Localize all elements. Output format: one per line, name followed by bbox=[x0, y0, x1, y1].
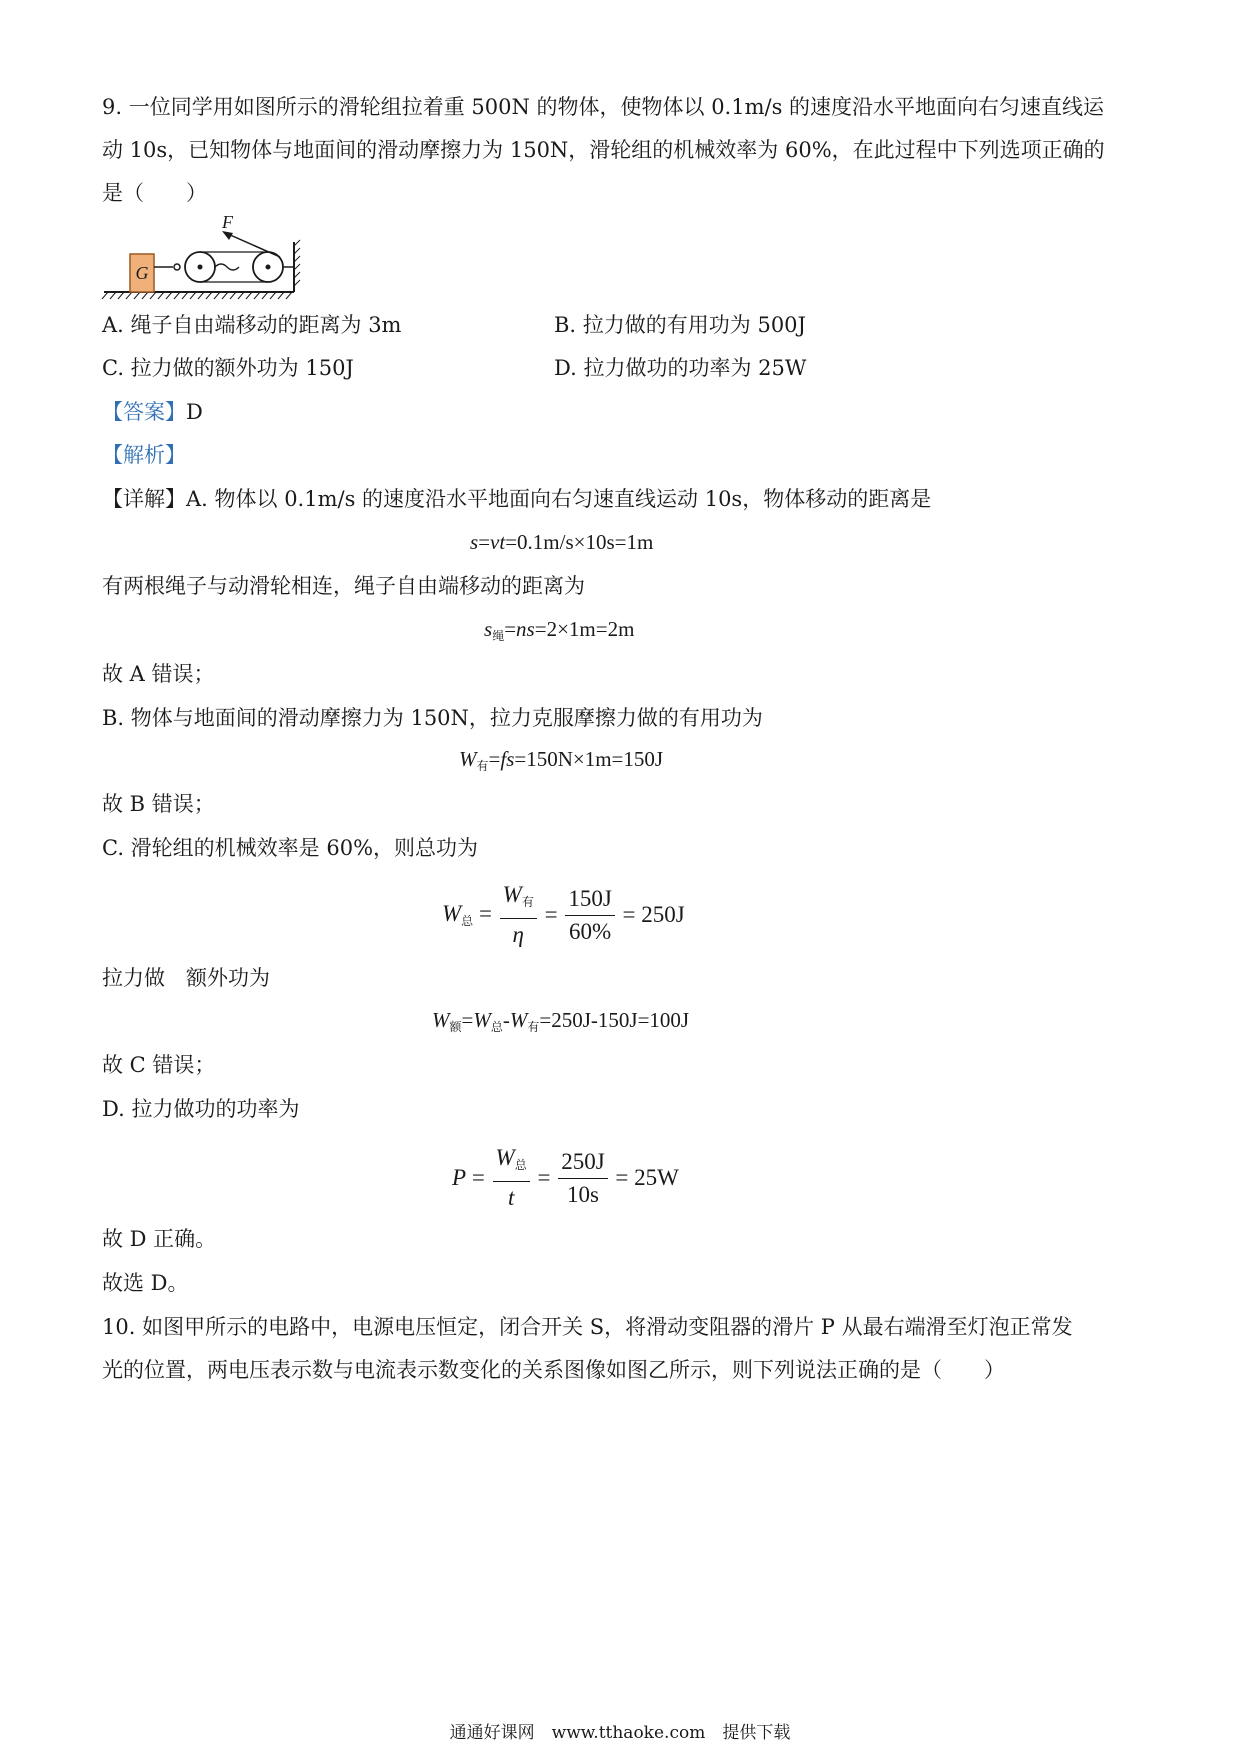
eq6-den-t: t bbox=[507, 1185, 515, 1210]
eq4-num-w: W bbox=[502, 882, 522, 907]
equation-rope-distance bbox=[484, 617, 634, 644]
eq6-frac-2 bbox=[558, 1147, 607, 1210]
eq6-frac-1 bbox=[493, 1143, 530, 1213]
eq4-frac-1 bbox=[500, 880, 537, 950]
equation-useful-work bbox=[459, 747, 663, 774]
analysis-tag: 【解析】 bbox=[102, 443, 186, 467]
option-d: D. 拉力做功的功率为 25W bbox=[554, 356, 807, 380]
pulley-diagram bbox=[100, 212, 310, 302]
detail-a-line bbox=[102, 484, 931, 514]
q10-line-2: 光的位置，两电压表示数与电流表示数变化的关系图像如图乙所示，则下列说法正确的是（ ） bbox=[102, 1358, 1005, 1382]
text-c2: 拉力做 额外功为 bbox=[102, 966, 270, 990]
eq5-sub-useful: 有 bbox=[527, 1020, 540, 1034]
q9-line-2: 动 10s，已知物体与地面间的滑动摩擦力为 150N，滑轮组的机械效率为 60%，在此过程中下列选项正确的 bbox=[102, 138, 1105, 162]
eq1-rest: =0.1m/s×10s=1m bbox=[505, 530, 654, 554]
eq3-sub: 有 bbox=[476, 759, 489, 773]
q9-line-1: 9. 一位同学用如图所示的滑轮组拉着重 500N 的物体，使物体以 0.1m/s 的速度沿水平地面向右匀速直线运 bbox=[102, 95, 1105, 119]
eq4-den-eta: η bbox=[512, 922, 524, 947]
eq3-w: W bbox=[459, 747, 477, 771]
eq4-equals-2: = bbox=[544, 902, 558, 927]
detail-d: D. 拉力做功的功率为 bbox=[102, 1097, 300, 1121]
eq3-fs: fs bbox=[500, 747, 515, 771]
eq5-w1: W bbox=[432, 1008, 450, 1032]
eq1-vt: vt bbox=[490, 530, 506, 554]
eq6-num-sub: 总 bbox=[514, 1158, 527, 1172]
eq3-rest: =150N×1m=150J bbox=[514, 747, 664, 771]
eq1-equals: = bbox=[478, 530, 491, 554]
option-b: B. 拉力做的有用功为 500J bbox=[554, 313, 806, 337]
eq4-num-sub: 有 bbox=[521, 895, 534, 909]
final-choice: 故选 D。 bbox=[102, 1271, 189, 1295]
eq5-equals: = bbox=[461, 1008, 474, 1032]
eq1-s: s bbox=[470, 530, 479, 554]
eq4-frac-2 bbox=[565, 884, 614, 947]
eq6-num-w: W bbox=[495, 1145, 515, 1170]
eq6-num2: 250J bbox=[558, 1147, 607, 1179]
equation-extra-work bbox=[432, 1008, 689, 1035]
answer-value: D bbox=[186, 400, 203, 424]
q10-line-1: 10. 如图甲所示的电路中，电源电压恒定，闭合开关 S，将滑动变阻器的滑片 P 从最右端滑至灯泡正常发 bbox=[102, 1315, 1073, 1339]
force-label: F bbox=[222, 212, 233, 232]
eq5-sub-total: 总 bbox=[490, 1020, 503, 1034]
eq5-w3: W bbox=[509, 1008, 528, 1032]
conclusion-d: 故 D 正确。 bbox=[102, 1227, 217, 1251]
eq2-equals: = bbox=[504, 617, 517, 641]
eq4-equals-1: = bbox=[478, 901, 492, 926]
eq6-equals-1: = bbox=[471, 1165, 485, 1190]
eq2-sub: 绳 bbox=[492, 629, 505, 643]
eq6-equals-2: = bbox=[537, 1165, 551, 1190]
eq6-p: P bbox=[452, 1165, 467, 1190]
eq3-equals: = bbox=[488, 747, 501, 771]
detail-b: B. 物体与地面间的滑动摩擦力为 150N，拉力克服摩擦力做的有用功为 bbox=[102, 706, 763, 730]
eq5-sub-extra: 额 bbox=[449, 1020, 462, 1034]
q9-line-3: 是（ ） bbox=[102, 181, 207, 205]
eq4-num2: 150J bbox=[565, 884, 614, 916]
answer-tag: 【答案】 bbox=[102, 400, 186, 424]
footer-credit: 通通好课网 www.tthaoke.com 提供下载 bbox=[449, 1723, 791, 1743]
option-c: C. 拉力做的额外功为 150J bbox=[102, 356, 354, 380]
equation-total-work bbox=[442, 880, 685, 950]
answer-line bbox=[102, 397, 203, 427]
text-a2: 有两根绳子与动滑轮相连，绳子自由端移动的距离为 bbox=[102, 574, 585, 598]
option-a: A. 绳子自由端移动的距离为 3m bbox=[102, 313, 402, 337]
block-g-label: G bbox=[135, 263, 149, 283]
eq5-rest: =250J-150J=100J bbox=[539, 1008, 690, 1032]
detail-tag: 【详解】 bbox=[102, 487, 186, 511]
eq2-s: s bbox=[484, 617, 493, 641]
equation-distance bbox=[470, 530, 653, 555]
conclusion-b: 故 B 错误； bbox=[102, 792, 215, 816]
eq4-w: W bbox=[442, 901, 462, 926]
conclusion-c: 故 C 错误； bbox=[102, 1053, 216, 1077]
eq2-rest: =2×1m=2m bbox=[534, 617, 635, 641]
conclusion-a: 故 A 错误； bbox=[102, 662, 215, 686]
eq4-sub-total: 总 bbox=[461, 914, 474, 928]
eq4-result: = 250J bbox=[622, 902, 685, 927]
equation-power bbox=[452, 1143, 679, 1213]
detail-a-text: A. 物体以 0.1m/s 的速度沿水平地面向右匀速直线运动 10s，物体移动的距离是 bbox=[186, 487, 932, 511]
eq6-result: = 25W bbox=[615, 1165, 679, 1190]
detail-c: C. 滑轮组的机械效率是 60%，则总功为 bbox=[102, 836, 479, 860]
eq5-w2: W bbox=[473, 1008, 491, 1032]
eq5-minus: - bbox=[502, 1008, 510, 1032]
eq4-den2: 60% bbox=[568, 918, 612, 944]
eq2-ns: ns bbox=[516, 617, 535, 641]
eq6-den2: 10s bbox=[566, 1181, 599, 1207]
